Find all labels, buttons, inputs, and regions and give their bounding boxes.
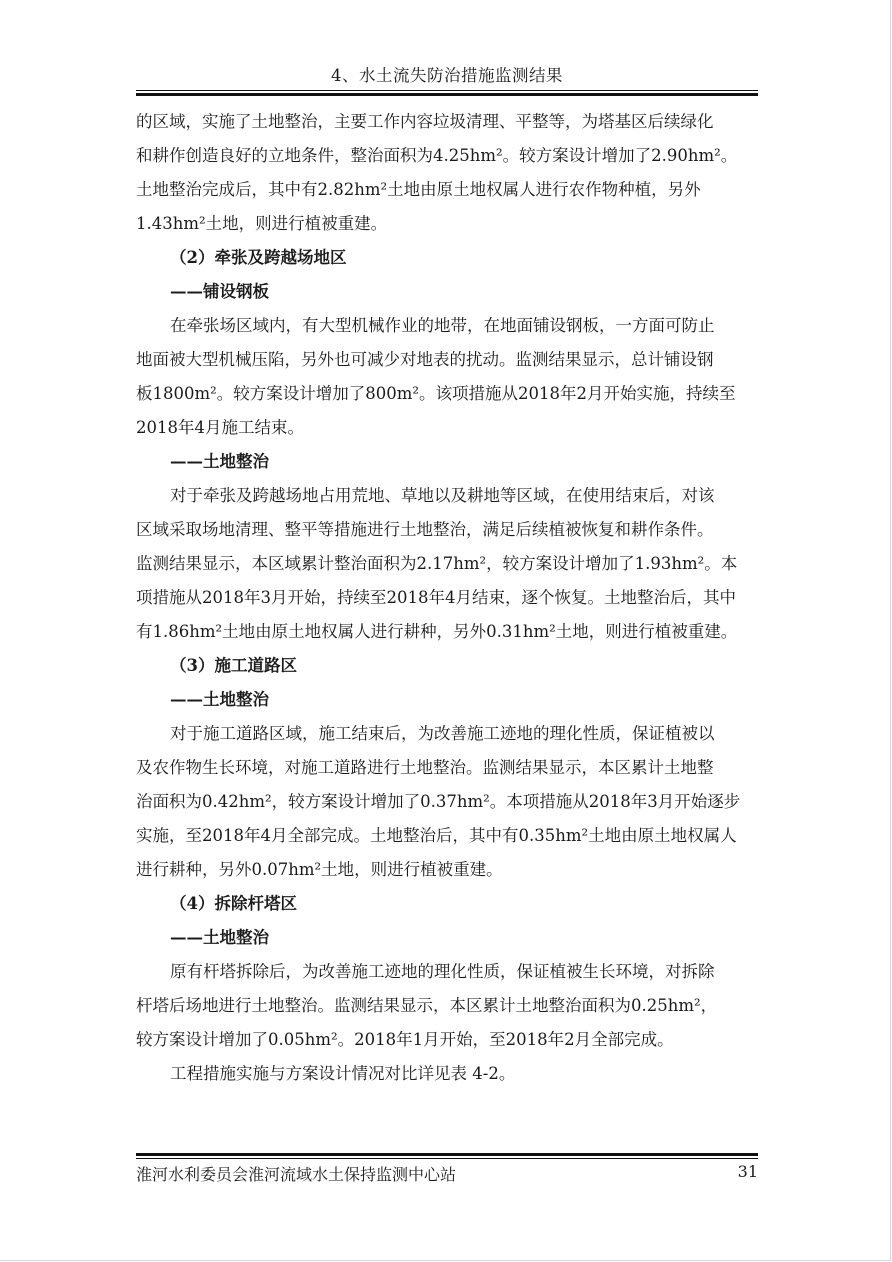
page-body — [136, 105, 758, 1091]
text-line: 对于施工道路区域，施工结束后，为改善施工迹地的理化性质，保证植被以 — [170, 724, 715, 743]
text-line: 2018年4月施工结束。 — [136, 418, 304, 437]
footer-organization: 淮河水利委员会淮河流域水土保持监测中心站 — [136, 1165, 457, 1184]
footer-rule-thin — [136, 1158, 758, 1159]
section-heading-tension-area: （2）牵张及跨越场地区 — [170, 248, 347, 267]
text-line: 的区域，实施了土地整治，主要工作内容垃圾清理、平整等，为塔基区后续绿化 — [136, 112, 714, 131]
text-line: 1.43hm²土地，则进行植被重建。 — [136, 214, 388, 233]
text-line: 监测结果显示，本区域累计整治面积为2.17hm²，较方案设计增加了1.93hm²。本 — [136, 554, 738, 573]
section-heading-construction-road: （3）施工道路区 — [170, 656, 297, 675]
text-line: 板1800m²。较方案设计增加了800m²。该项措施从2018年2月开始实施，持续至 — [136, 384, 736, 403]
text-line: 较方案设计增加了0.05hm²。2018年1月开始，至2018年2月全部完成。 — [136, 1030, 674, 1049]
text-line: 杆塔后场地进行土地整治。监测结果显示，本区累计土地整治面积为0.25hm²， — [136, 996, 718, 1015]
text-line: 项措施从2018年3月开始，持续至2018年4月结束，逐个恢复。土地整治后，其中 — [136, 588, 736, 607]
page-number: 31 — [737, 1162, 758, 1181]
header-rule-thick — [136, 93, 758, 96]
text-line: 在牵张场区域内，有大型机械作业的地带，在地面铺设钢板，一方面可防止 — [170, 316, 715, 335]
text-line: 进行耕种，另外0.07hm²土地，则进行植被重建。 — [136, 860, 503, 879]
subheading-land-leveling: ——土地整治 — [170, 690, 269, 709]
subheading-steel-plate: ——铺设钢板 — [170, 282, 269, 301]
paragraph-road-land-leveling — [136, 717, 758, 887]
text-line: 有1.86hm²土地由原土地权属人进行耕种，另外0.31hm²土地，则进行植被重建。 — [136, 622, 738, 641]
text-line: 对于牵张及跨越场地占用荒地、草地以及耕地等区域，在使用结束后，对该 — [170, 486, 715, 505]
paragraph-tower-removal — [136, 955, 758, 1057]
paragraph-steel-plate — [136, 309, 758, 445]
section-heading-tower-removal: （4）拆除杆塔区 — [170, 894, 297, 913]
subheading-land-leveling: ——土地整治 — [170, 928, 269, 947]
text-line: 地面被大型机械压陷，另外也可减少对地表的扰动。监测结果显示，总计铺设钢 — [136, 350, 714, 369]
running-header: 4、水土流失防治措施监测结果 — [331, 66, 563, 85]
paragraph-tower-area-continued — [136, 105, 758, 241]
text-line: 和耕作创造良好的立地条件，整治面积为4.25hm²。较方案设计增加了2.90hm²。 — [136, 146, 738, 165]
text-line: 原有杆塔拆除后，为改善施工迹地的理化性质，保证植被生长环境，对拆除 — [170, 962, 715, 981]
text-line: 治面积为0.42hm²，较方案设计增加了0.37hm²。本项措施从2018年3月开始逐步 — [136, 792, 741, 811]
text-line: 及农作物生长环境，对施工道路进行土地整治。监测结果显示，本区累计土地整 — [136, 758, 714, 777]
footer-rule-thick — [136, 1153, 758, 1156]
header-rule-thin — [136, 90, 758, 91]
text-line: 土地整治完成后，其中有2.82hm²土地由原土地权属人进行农作物种植，另外 — [136, 180, 701, 199]
paragraph-table-reference: 工程措施实施与方案设计情况对比详见表 4-2。 — [170, 1064, 516, 1083]
page-footer — [136, 1162, 758, 1185]
paragraph-tension-land-leveling — [136, 479, 758, 649]
subheading-land-leveling: ——土地整治 — [170, 452, 269, 471]
text-line: 实施，至2018年4月全部完成。土地整治后，其中有0.35hm²土地由原土地权属人 — [136, 826, 737, 845]
text-line: 区域采取场地清理、整平等措施进行土地整治，满足后续植被恢复和耕作条件。 — [136, 520, 714, 539]
